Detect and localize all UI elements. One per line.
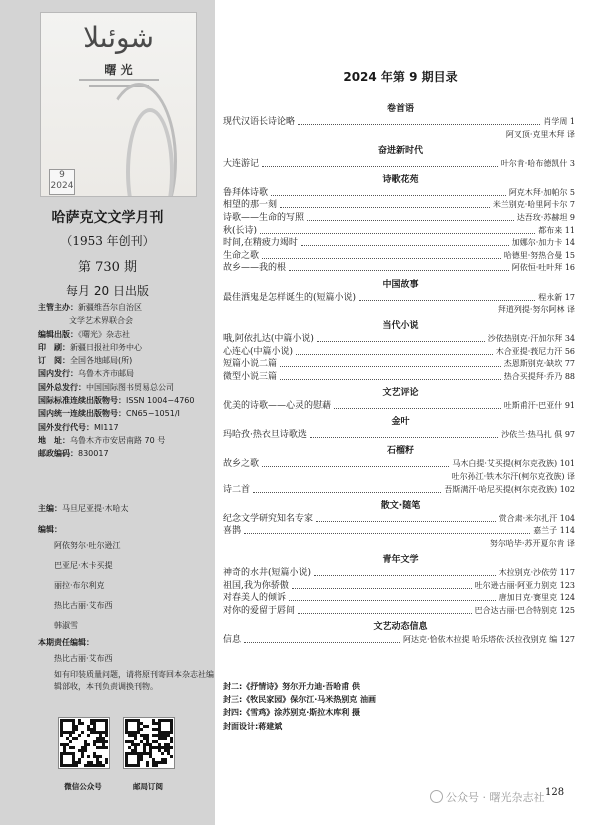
qr-module (105, 740, 108, 743)
cover-issue-box: 9 2024 (49, 169, 75, 195)
qr-module (102, 764, 105, 767)
toc-entry[interactable] (223, 513, 575, 525)
editor-name: 巴亚尼·木卡买提 (54, 561, 113, 570)
qr-module (81, 722, 84, 725)
toc-entry-title: 故乡之歌 (223, 459, 260, 470)
toc-entry-title: 纪念文学研究知名专家 (223, 513, 314, 524)
info-key: 地 址： (38, 435, 70, 445)
qr-finder (60, 719, 75, 734)
toc-entry-author-page: 杰恩斯别克·缺坎 77 (503, 359, 575, 369)
info-row (38, 354, 213, 367)
qr-module (155, 764, 158, 767)
toc-entry[interactable] (223, 212, 575, 224)
toc-entry-title: 鲁拜体诗歌 (223, 187, 269, 198)
toc-entry-author-page: 吐斯甫汗·巴亚什 91 (503, 401, 575, 411)
toc-entry-title: 现代汉语长诗论略 (223, 117, 296, 127)
toc-entry[interactable] (223, 358, 575, 370)
toc-entry[interactable] (223, 567, 575, 579)
qr-module (75, 737, 78, 740)
qr-module (134, 737, 137, 740)
post-office-qr-code (123, 717, 175, 769)
toc-entry-author-page: 唐加日克·赛里克 124 (498, 593, 575, 603)
qr-module (140, 728, 143, 731)
toc-entry-author-page: 哈德里·努热合曼 15 (503, 250, 575, 260)
toc-entry[interactable] (223, 605, 575, 617)
toc-entry-title: 神奇的水井(短篇小说) (223, 567, 312, 578)
qr-module (69, 740, 72, 743)
toc-entry-title: 大连游记 (223, 158, 260, 169)
toc-entry-title: 对春美人的倾诉 (223, 593, 287, 604)
toc-entry[interactable] (223, 333, 575, 345)
qr-module (78, 761, 81, 764)
toc-entry-author-page: 达吾玫·苏赫坦 9 (516, 213, 575, 222)
qr-module (170, 740, 173, 743)
toc-entry[interactable] (223, 292, 575, 304)
info-key: 国际标准连续出版物号： (38, 396, 126, 406)
info-value: 文学艺术界联合会 (69, 316, 133, 326)
qr-module (87, 734, 90, 737)
qr-module (105, 734, 108, 737)
toc-entry-author-page: 沙依热别克·汗加尔拜 34 (487, 334, 575, 344)
toc-leader-dots (317, 341, 485, 342)
qr-module (81, 755, 84, 758)
info-key: 国外总发行： (38, 382, 86, 392)
info-row (38, 434, 213, 447)
qr-module (164, 737, 167, 740)
toc-leader-dots (253, 492, 441, 493)
toc-entry-author-page: 叶尔肯·哈布德凯什 3 (500, 158, 575, 168)
editor-name: 阿依努尔·吐尔逊江 (54, 541, 121, 550)
toc-entry-author-page: 都布来 11 (538, 225, 575, 235)
toc-entry-author-page: 程永新 17 (538, 292, 575, 302)
qr-module (78, 734, 81, 737)
info-value: 新疆日报社印务中心 (70, 342, 142, 352)
info-key: 国内发行： (38, 369, 78, 379)
toc-entry[interactable] (223, 634, 575, 646)
toc-entry-author-page: 嘉兰子 114 (533, 526, 575, 536)
toc-entry-title: 故乡——我的根 (223, 263, 287, 274)
info-value: 乌鲁木齐市安居南路 70 号 (70, 435, 166, 445)
info-value: 830017 (78, 449, 109, 459)
qr-finder (93, 719, 108, 734)
toc-leader-dots (280, 207, 490, 208)
toc-entry[interactable] (223, 116, 575, 128)
toc-entry-title: 喜鹊 (223, 526, 242, 537)
qr-module (99, 755, 102, 758)
cover-credit-line: 封四:《雪鸡》涂苏别克·斯拉木库利 摄 (223, 708, 361, 718)
toc-entry[interactable] (223, 484, 575, 496)
toc-entry[interactable] (223, 458, 575, 470)
info-key: 主管主办： (38, 303, 78, 312)
toc-leader-dots (260, 233, 535, 234)
toc-leader-dots (298, 613, 472, 614)
quality-note: 如有印装质量问题，请将原刊寄回本杂志社编辑部收，本刊负责调换刊物。 (54, 670, 214, 691)
toc-entry[interactable] (223, 429, 575, 441)
qr-module (105, 746, 108, 749)
watermark-text: 公众号 · 曙光杂志社 (446, 791, 545, 804)
page-number: 128 (545, 787, 565, 798)
toc-entry[interactable] (223, 199, 575, 211)
qr-module (72, 746, 75, 749)
toc-entry-author-page: 阿克木拜·加帕尔 5 (508, 187, 575, 197)
qr-module (170, 755, 173, 758)
info-row (38, 447, 213, 460)
toc-entry-title: 最佳洒鬼是怎样诞生的(短篇小说) (223, 292, 357, 303)
toc-leader-dots (289, 600, 496, 601)
toc-section-heading: 金叶 (391, 417, 410, 428)
toc-entry-author-page: 阿依恒·吐叶拜 16 (511, 263, 575, 273)
info-key: 编辑出版： (38, 329, 78, 339)
toc-section-heading: 当代小说 (382, 321, 419, 332)
toc-entry-title: 哦,阿依扎达(中篇小说) (223, 334, 314, 345)
toc-entry-author-page: 肖学周 1 (543, 117, 575, 126)
qr-module (84, 749, 87, 752)
qr-finder (158, 719, 173, 734)
qr-module (164, 761, 167, 764)
toc-entry-title: 诗歌——生命的写照 (223, 213, 305, 223)
toc-entry-title: 短篇小说二篇 (223, 359, 278, 370)
qr-module (81, 731, 84, 734)
qr-module (87, 755, 90, 758)
qr-module (140, 758, 143, 761)
toc-entry-translator: 阿叉顶·克里木拜 译 (505, 129, 575, 139)
toc-entry-author-page: 巴合达古丽·巴合特别克 125 (474, 605, 575, 615)
info-value: CN65−1051/I (126, 409, 180, 419)
cover-title-uyghur: شوئىلا (83, 21, 154, 54)
editor-name: 丽拉·布尔利克 (54, 581, 105, 590)
toc-entry-title: 玛哈孜·热衣旦诗歌选 (223, 430, 307, 441)
toc-leader-dots (307, 220, 514, 221)
toc-leader-dots (280, 366, 501, 367)
editor-name: 韩淑雪 (54, 621, 78, 630)
info-row (38, 407, 213, 420)
cover-thumbnail (40, 12, 197, 197)
toc-section-heading: 诗歌花苑 (382, 174, 419, 185)
qr-label: 微信公众号 (64, 782, 102, 791)
qr-module (75, 764, 78, 767)
info-row (38, 367, 213, 380)
toc-entry-title: 秋(长诗) (223, 225, 258, 236)
toc-entry-author-page: 赏合肃·米尔扎汗 104 (498, 513, 575, 523)
toc-entry[interactable] (223, 592, 575, 604)
info-value: 全国各地邮局(所) (70, 356, 133, 366)
toc-entry-title: 祖国,我为你骄傲 (223, 580, 289, 591)
toc-entry-title: 相望的那一刻 (223, 200, 278, 211)
chief-editor-label: 主编： (38, 504, 62, 513)
qr-finder (125, 752, 140, 767)
toc-leader-dots (359, 300, 535, 301)
toc-entry[interactable] (223, 225, 575, 237)
toc-entry-title: 优美的诗歌——心灵的慰藉 (223, 401, 332, 412)
toc-leader-dots (271, 195, 506, 196)
toc-entry-title: 信息 (223, 634, 242, 645)
toc-entry[interactable] (223, 250, 575, 262)
toc-leader-dots (301, 245, 509, 246)
toc-leader-dots (310, 437, 498, 438)
toc-section-heading: 文艺动态信息 (373, 621, 428, 632)
toc-entry-title: 诗二首 (223, 484, 251, 495)
toc-entry-title: 对你的爱留于唇间 (223, 605, 296, 616)
toc-entry[interactable] (223, 525, 575, 537)
toc-entry[interactable] (223, 400, 575, 412)
info-row (38, 341, 213, 354)
toc-section-heading: 卷首语 (386, 104, 414, 114)
info-row (38, 381, 213, 394)
qr-label: 邮局订阅 (133, 782, 163, 791)
toc-leader-dots (244, 642, 400, 643)
toc-entry-author-page: 木拉别克·沙依劳 117 (498, 567, 575, 577)
toc-entry[interactable] (223, 346, 575, 358)
toc-entry[interactable] (223, 237, 575, 249)
info-row (38, 394, 213, 407)
toc-entry-author-page: 米兰别克·哈里阿卡尔 7 (492, 200, 575, 210)
masthead-sidebar (0, 0, 215, 825)
toc-leader-dots (316, 521, 496, 522)
toc-entry-author-page: 沙依兰·热马扎 俱 97 (501, 430, 575, 440)
toc-leader-dots (298, 124, 540, 125)
info-key: 国内统一连续出版物号： (38, 409, 126, 419)
qr-module (161, 752, 164, 755)
info-row (38, 314, 213, 327)
toc-leader-dots (296, 354, 493, 355)
toc-section-heading: 散文·随笔 (380, 500, 421, 511)
cover-credits (223, 680, 578, 733)
toc-entry[interactable] (223, 371, 575, 383)
publication-info (38, 301, 213, 461)
toc-entry-translator: 吐尔孙江·铁木尔汗(柯尔克孜族) 译 (451, 471, 575, 481)
chief-editor: 马旦尼亚提·木哈太 (62, 504, 129, 513)
toc-entry-title: 时间,在精疲力竭时 (223, 238, 298, 249)
qr-finder (60, 752, 75, 767)
toc-entry-title: 生命之歌 (223, 250, 260, 261)
cover-credit-line: 封面设计:蒋建斌 (223, 721, 283, 731)
info-value: 新疆维吾尔自治区 (78, 303, 142, 312)
toc-entry-author-page: 加娜尔·加力卡 14 (511, 238, 575, 248)
info-value: MI117 (94, 422, 119, 432)
qr-module (146, 764, 149, 767)
toc-entry-author-page: 马木白提·艾买提(柯尔克孜族) 101 (452, 459, 575, 469)
watermark (430, 789, 545, 805)
editors-label: 编辑： (38, 525, 62, 534)
magazine-founded: （1953 年创刊） (60, 234, 155, 248)
toc-entry-title: 心连心(中篇小说) (223, 346, 294, 357)
publish-date: 每月 20 日出版 (66, 284, 149, 298)
info-row (38, 421, 213, 434)
qr-module (75, 728, 78, 731)
toc-title: 2024 年第 9 期目录 (343, 70, 458, 84)
info-value: ISSN 1004−4760 (126, 396, 195, 406)
magazine-name: 哈萨克文文学月刊 (51, 210, 164, 226)
wechat-qr-code (58, 717, 110, 769)
info-value: 《曙光》杂志社 (78, 329, 130, 339)
cover-title-chinese: 曙 光 (104, 63, 133, 77)
toc-section-heading: 中国故事 (382, 279, 419, 290)
editor-name: 热比古丽·艾布西 (54, 601, 113, 610)
cover-credit-line: 封二:《抒情诗》努尔开力迪·吾哈甫 供 (223, 682, 361, 691)
qr-module (137, 743, 140, 746)
qr-module (170, 746, 173, 749)
toc-leader-dots (334, 408, 501, 409)
info-key: 订 阅： (38, 356, 70, 366)
qr-module (146, 725, 149, 728)
toc-leader-dots (292, 588, 472, 589)
info-value: 中国国际图书贸易总公司 (86, 382, 174, 392)
qr-finder (125, 719, 140, 734)
toc-section-heading: 文艺评论 (382, 388, 419, 399)
info-value: 乌鲁木齐市邮局 (78, 369, 134, 379)
toc-leader-dots (262, 466, 449, 467)
toc-leader-dots (314, 575, 496, 576)
toc-leader-dots (262, 166, 498, 167)
qr-module (87, 743, 90, 746)
info-key: 印 刷： (38, 342, 70, 352)
duty-editor: 热比古丽·艾布西 (54, 654, 113, 663)
toc-section-heading: 奋进新时代 (377, 145, 423, 156)
info-key: 邮政编码： (38, 449, 78, 459)
toc-entry-author-page: 吐尔逊古丽·阿亚力别克 123 (474, 580, 575, 590)
toc-entry-author-page: 木合亚提·莪尼力汗 56 (495, 346, 575, 356)
info-row (38, 328, 213, 341)
editorial-staff (38, 502, 214, 691)
cover-divider (79, 79, 159, 81)
info-row (38, 301, 213, 314)
duty-editor-label: 本期责任编辑： (38, 638, 94, 647)
issue-number: 第 730 期 (77, 260, 138, 275)
toc-entry-author-page: 热合买提拜·乔乃 88 (503, 372, 575, 381)
toc-entry-translator: 拜道列提·努尔阿林 译 (497, 305, 575, 315)
wechat-icon (430, 790, 443, 803)
info-key: 国外发行代号： (38, 422, 94, 432)
toc-entry-author-page: 吾斯满汗·哈尼买提(柯尔克孜族) 102 (444, 484, 575, 494)
toc-section-heading: 青年文学 (382, 554, 419, 565)
toc-leader-dots (289, 270, 509, 271)
toc-leader-dots (244, 533, 530, 534)
cover-credit-line: 封三:《牧民家园》保尔江·马米热别克 油画 (223, 695, 377, 705)
toc-entry-author-page: 阿达克·恰依木拉提 哈乐塔依·沃拉孜别克 编 127 (403, 634, 575, 644)
toc-entry-title: 微型小说三篇 (223, 372, 278, 382)
qr-module (105, 761, 108, 764)
toc-entry[interactable] (223, 187, 575, 199)
toc-entry[interactable] (223, 158, 575, 170)
toc-leader-dots (262, 258, 501, 259)
toc-leader-dots (280, 379, 501, 380)
toc-entry[interactable] (223, 262, 575, 274)
qr-module (60, 734, 63, 737)
toc-entry[interactable] (223, 580, 575, 592)
toc-section-heading: 石榴籽 (386, 446, 414, 457)
toc-entry-translator: 努尔哈毕·苏开夏尔肯 译 (489, 538, 575, 548)
